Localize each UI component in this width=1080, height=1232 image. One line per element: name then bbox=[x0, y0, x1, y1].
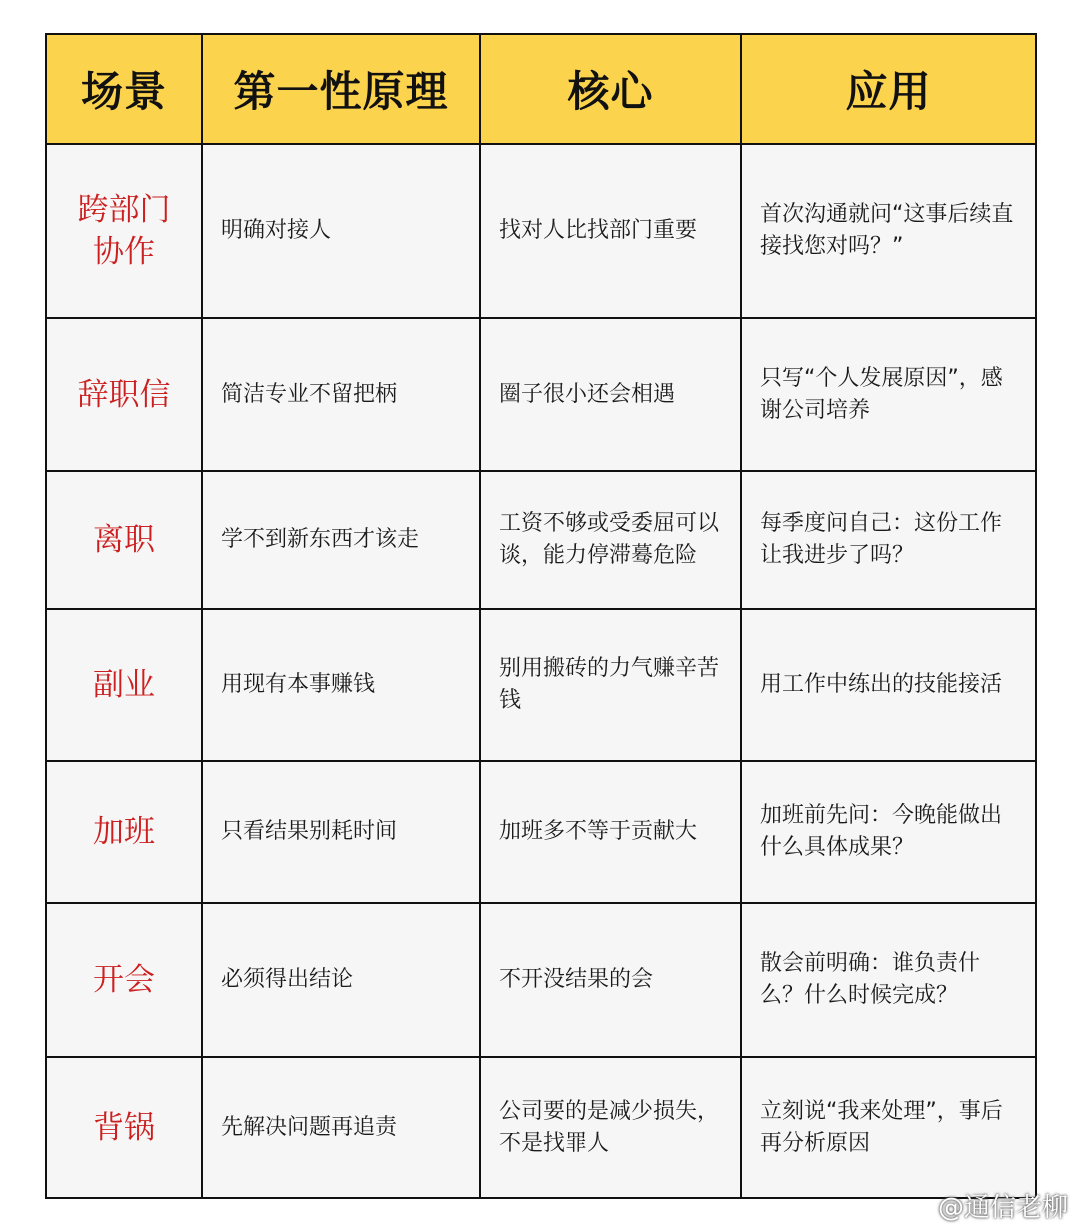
header-row bbox=[46, 34, 1036, 144]
principles-table bbox=[45, 33, 1037, 1199]
application-cell: 用工作中练出的技能接活 bbox=[741, 609, 1036, 761]
core-cell: 工资不够或受委屈可以谈，能力停滞蓦危险 bbox=[480, 471, 741, 609]
table-row bbox=[46, 1057, 1036, 1198]
watermark: @通信老柳 bbox=[937, 1193, 1068, 1223]
application-cell: 散会前明确：谁负责什么？什么时候完成？ bbox=[741, 903, 1036, 1057]
principle-cell: 学不到新东西才该走 bbox=[202, 471, 480, 609]
core-cell: 加班多不等于贡献大 bbox=[480, 761, 741, 903]
application-cell: 只写“个人发展原因”，感谢公司培养 bbox=[741, 318, 1036, 471]
application-cell: 加班前先问：今晚能做出什么具体成果？ bbox=[741, 761, 1036, 903]
core-cell: 圈子很小还会相遇 bbox=[480, 318, 741, 471]
header-core: 核心 bbox=[480, 34, 741, 144]
application-cell: 立刻说“我来处理”，事后再分析原因 bbox=[741, 1057, 1036, 1198]
header-principle: 第一性原理 bbox=[202, 34, 480, 144]
scene-cell: 开会 bbox=[46, 903, 202, 1057]
table-row bbox=[46, 903, 1036, 1057]
scene-cell: 辞职信 bbox=[46, 318, 202, 471]
principle-cell: 先解决问题再追责 bbox=[202, 1057, 480, 1198]
scene-cell: 跨部门 协作 bbox=[46, 144, 202, 318]
table-row bbox=[46, 318, 1036, 471]
application-cell: 首次沟通就问“这事后续直接找您对吗？” bbox=[741, 144, 1036, 318]
principle-cell: 必须得出结论 bbox=[202, 903, 480, 1057]
application-cell: 每季度问自己：这份工作让我进步了吗？ bbox=[741, 471, 1036, 609]
core-cell: 找对人比找部门重要 bbox=[480, 144, 741, 318]
core-cell: 别用搬砖的力气赚辛苦钱 bbox=[480, 609, 741, 761]
header-scene: 场景 bbox=[46, 34, 202, 144]
core-cell: 公司要的是减少损失，不是找罪人 bbox=[480, 1057, 741, 1198]
core-cell: 不开没结果的会 bbox=[480, 903, 741, 1057]
table-row bbox=[46, 471, 1036, 609]
table-row bbox=[46, 761, 1036, 903]
table-row bbox=[46, 609, 1036, 761]
scene-cell: 背锅 bbox=[46, 1057, 202, 1198]
principle-cell: 简洁专业不留把柄 bbox=[202, 318, 480, 471]
principle-cell: 用现有本事赚钱 bbox=[202, 609, 480, 761]
scene-cell: 加班 bbox=[46, 761, 202, 903]
scene-cell: 副业 bbox=[46, 609, 202, 761]
principle-cell: 只看结果别耗时间 bbox=[202, 761, 480, 903]
table-row bbox=[46, 144, 1036, 318]
scene-cell: 离职 bbox=[46, 471, 202, 609]
header-application: 应用 bbox=[741, 34, 1036, 144]
principle-cell: 明确对接人 bbox=[202, 144, 480, 318]
